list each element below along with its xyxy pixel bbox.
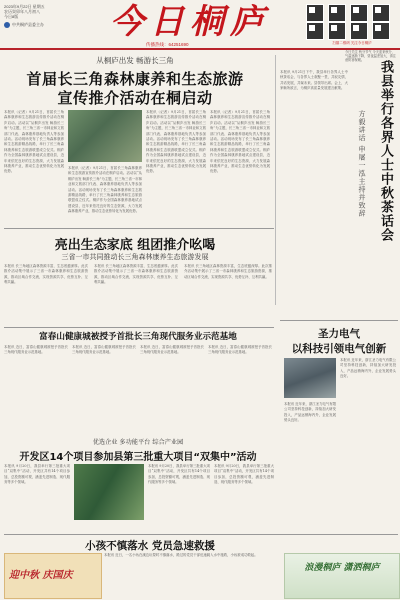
third-headline: 富春山健康城被授予首批长三角现代服务业示范基地 bbox=[39, 332, 237, 342]
date-line: 2023年9月22日 星期五 bbox=[4, 4, 45, 9]
newspaper-logo: 今日桐庐 bbox=[110, 2, 270, 42]
lead-headline-line1: 首届长三角森林康养和生态旅游 bbox=[26, 70, 244, 88]
bottom-headline: 小孩不慎落水 党员急速救援 bbox=[85, 540, 215, 552]
lead-photo bbox=[68, 110, 142, 162]
qr-code-icon bbox=[306, 22, 324, 40]
lead-headline-line2: 宣传推介活动在桐启动 bbox=[57, 89, 213, 107]
lead-body-col1: 本报讯（记者）9月21日，首届长三角森林康养和生态旅游宣传推介活动在桐庐启动。活动以“从桐庐出发 畅游长三角”为主题，长三角三省一市林业和文旅部门代表、森林康养基地负责人等参加活动。活动现场发布了长三角森林康养和生态旅游精品线路，举行了长三角森林康养和生态旅游联盟成立仪式。桐庐作为全国森林康养基地试点建设县，近年来依托良好的生态资源，大力发展森林康养产业，推动生态优势转化为发展优势。 bbox=[4, 110, 64, 174]
section-rule bbox=[4, 327, 274, 328]
lead-body-col2: 本报讯（记者）9月21日，首届长三角森林康养和生态旅游宣传推介活动在桐庐启动。活动以“从桐庐出发 畅游长三角”为主题，长三角三省一市林业和文旅部门代表、森林康养基地负责人等参加活动。活动现场发布了长三角森林康养和生态旅游精品线路，举行了长三角森林康养和生态旅游联盟成立仪式。桐庐作为全国森林康养基地试点建设县，近年来依托良好的生态资源，大力发展森林康养产业，推动生态优势转化为发展优势。 bbox=[68, 166, 142, 214]
qr-code-icon bbox=[372, 4, 390, 22]
section-rule bbox=[280, 320, 398, 321]
second-body-col2: 本报讯 长三角地区森林资源丰富，生态底蕴深厚。此次推介活动集中展示了三省一市森林康养和生态旅游资源，推动区域合作交流，实现资源共享、优势互补、互利共赢。 bbox=[94, 264, 178, 285]
science-body: 本报讯 近年来，浙江圣力电气有限公司坚持科技创新，持续加大研发投入，产品远销海内外，企业发展势头良好。 bbox=[340, 358, 396, 379]
science-headline-line1: 圣力电气 bbox=[318, 328, 360, 340]
fourth-body-col1: 本报讯 9月20日，我县举行第三批重大项目“双集中”活动，开发区共有14个项目参加，总投资额可观，涵盖先进制造、现代服务等多个领域。 bbox=[4, 464, 70, 485]
qr-code-icon bbox=[350, 22, 368, 40]
hotline: 传播热线：64251690 bbox=[146, 42, 189, 47]
science-body-col2: 本报讯 近年来，浙江圣力电气有限公司坚持科技创新，持续加大研发投入，产品远销海内外，企业发展势头良好。 bbox=[284, 402, 336, 423]
ad-right-text: 浪漫桐庐 潇洒桐庐 bbox=[304, 563, 380, 573]
issue-line: 今日8版 bbox=[4, 14, 19, 20]
fourth-photo bbox=[74, 464, 144, 520]
qr-code-icon bbox=[350, 4, 368, 22]
right-column-body: 本报讯 9月21日下午，我县举行各界人士中秋茶话会，与各界人士欢聚一堂，共叙友情，共话发展，共谋未来。县领导出席。会上，大家畅所欲言，为桐庐高质量发展建言献策。 bbox=[280, 70, 348, 91]
qr-labels: 扫描二维码 关注今日桐庐 bbox=[332, 41, 372, 45]
qr-codes bbox=[306, 4, 390, 22]
column-divider bbox=[275, 55, 276, 305]
edition-info bbox=[4, 4, 62, 28]
fourth-kicker: 优选企业 多功能平台 综合产业园 bbox=[92, 439, 184, 446]
third-body-col3: 本报讯 近日，富春山健康城被授予首批长三角现代服务业示范基地。 bbox=[140, 345, 204, 355]
second-body-col1: 本报讯 长三角地区森林资源丰富，生态底蕴深厚。此次推介活动集中展示了三省一市森林康养和生态旅游资源，推动区域合作交流，实现资源共享、优势互补、互利共赢。 bbox=[4, 264, 88, 285]
qr-code-icon bbox=[372, 22, 390, 40]
section-rule bbox=[4, 228, 274, 229]
ad-left bbox=[4, 553, 102, 599]
lunar-line: 农历癸卯年八月初八 bbox=[4, 9, 40, 15]
publisher-line: 中共桐庐县委主办 bbox=[12, 22, 44, 27]
second-body-col3: 本报讯 长三角地区森林资源丰富，生态底蕴深厚。此次推介活动集中展示了三省一市森林康养和生态旅游资源，推动区域合作交流，实现资源共享、优势互补、互利共赢。 bbox=[184, 264, 272, 279]
right-column-vertical-title: 我县举行各界人士中秋茶话会 bbox=[378, 60, 393, 242]
right-column-vertical-subtitle: 方毅讲话 申屠一泓主持并致辞 bbox=[358, 110, 366, 218]
emblem-icon bbox=[4, 22, 10, 28]
science-headline-line2: 以科技引领电气创新 bbox=[291, 343, 387, 355]
lead-body-col4: 本报讯（记者）9月21日，首届长三角森林康养和生态旅游宣传推介活动在桐庐启动。活动以“从桐庐出发 畅游长三角”为主题，长三角三省一市林业和文旅部门代表、森林康养基地负责人等参加活动。活动现场发布了长三角森林康养和生态旅游精品线路，举行了长三角森林康养和生态旅游联盟成立仪式。桐庐作为全国森林康养基地试点建设县，近年来依托良好的生态资源，大力发展森林康养产业，推动生态优势转化为发展优势。 bbox=[210, 110, 270, 174]
section-rule bbox=[4, 534, 398, 535]
ad-right bbox=[284, 553, 400, 599]
qr-code-icon bbox=[328, 4, 346, 22]
second-subhead: 三省一市共同推动长三角森林康养生态旅游发展 bbox=[61, 253, 209, 261]
qr-code-icon bbox=[328, 22, 346, 40]
lead-body-col3: 本报讯（记者）9月21日，首届长三角森林康养和生态旅游宣传推介活动在桐庐启动。活动以“从桐庐出发 畅游长三角”为主题，长三角三省一市林业和文旅部门代表、森林康养基地负责人等参加活动。活动现场发布了长三角森林康养和生态旅游精品线路，举行了长三角森林康养和生态旅游联盟成立仪式。桐庐作为全国森林康养基地试点建设县，近年来依托良好的生态资源，大力发展森林康养产业，推动生态优势转化为发展优势。 bbox=[146, 110, 206, 174]
side-note: 今日关注 秋分节气 今天迎来秋分，气温逐渐下降，昼夜温差加大，请注意防寒保暖。 bbox=[345, 50, 396, 63]
qr-code-icon bbox=[306, 4, 324, 22]
third-body-col1: 本报讯 近日，富春山健康城被授予首批长三角现代服务业示范基地。 bbox=[4, 345, 68, 355]
bottom-body: 本报讯 近日，一名小孩在溪边玩耍时不慎落水，路过的党员干部迅速跳入水中施救，小孩被成功救起。 bbox=[104, 553, 258, 557]
third-body-col4: 本报讯 近日，富春山健康城被授予首批长三角现代服务业示范基地。 bbox=[208, 345, 272, 355]
fourth-headline: 开发区14个项目参加县第三批重大项目“双集中”活动 bbox=[19, 452, 257, 463]
second-headline: 亮出生态家底 组团推介吆喝 bbox=[54, 238, 216, 253]
fourth-body-col4: 本报讯 9月20日，我县举行第三批重大项目“双集中”活动，开发区共有14个项目参加，总投资额可观，涵盖先进制造、现代服务等多个领域。 bbox=[214, 464, 274, 485]
science-photo bbox=[284, 358, 336, 398]
ad-left-text: 迎中秋 庆国庆 bbox=[9, 570, 73, 581]
third-body-col2: 本报讯 近日，富春山健康城被授予首批长三角现代服务业示范基地。 bbox=[72, 345, 136, 355]
lead-kicker: 从桐庐出发 畅游长三角 bbox=[96, 56, 174, 65]
fourth-body-col3: 本报讯 9月20日，我县举行第三批重大项目“双集中”活动，开发区共有14个项目参加，总投资额可观，涵盖先进制造、现代服务等多个领域。 bbox=[148, 464, 210, 485]
